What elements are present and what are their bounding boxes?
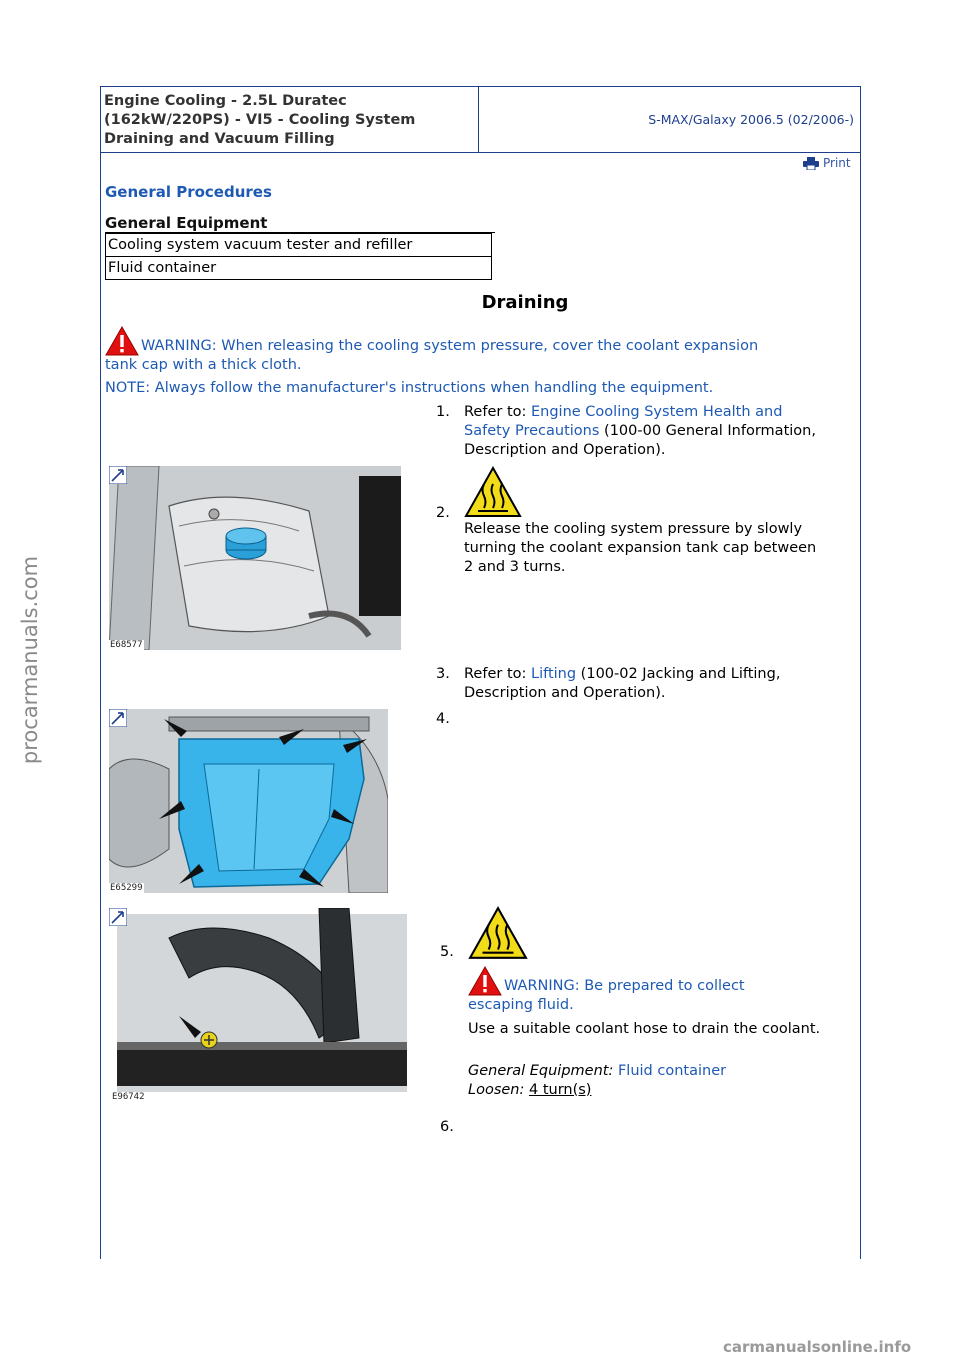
note-text: NOTE: Always follow the manufacturer's instructions when handling the equipment. xyxy=(105,380,714,396)
step-number: 4. xyxy=(436,711,450,727)
side-watermark xyxy=(10,545,50,775)
title-line: Draining and Vacuum Filling xyxy=(104,131,335,147)
zoom-icon[interactable] xyxy=(109,709,127,727)
zoom-icon[interactable] xyxy=(109,908,127,926)
table-cell: Cooling system vacuum tester and refiller xyxy=(106,234,492,257)
step-number: 1. xyxy=(436,404,450,420)
loosen-label: Loosen: xyxy=(468,1082,529,1098)
warning-text: escaping fluid. xyxy=(468,997,574,1013)
loosen-line xyxy=(468,1081,860,1100)
figure-drain-plug xyxy=(109,908,407,1102)
section-title: Draining xyxy=(481,292,569,313)
warning-text: WARNING: Be prepared to collect xyxy=(504,978,745,994)
step-5 xyxy=(440,906,860,1106)
warning-text: tank cap with a thick cloth. xyxy=(105,357,302,373)
step-text: turning the coolant expansion tank cap between xyxy=(464,540,817,556)
print-label: Print xyxy=(823,156,851,170)
document-title xyxy=(100,86,479,152)
step-1 xyxy=(436,403,856,463)
table-cell: Fluid container xyxy=(106,257,492,280)
equipment-label: General Equipment: xyxy=(468,1063,618,1079)
equipment-table xyxy=(105,233,492,280)
general-equipment-heading: General Equipment xyxy=(105,214,268,232)
zoom-icon[interactable] xyxy=(109,466,127,484)
splash-shield-illustration xyxy=(109,709,388,893)
loosen-value: 4 turn(s) xyxy=(528,1082,592,1098)
step-2 xyxy=(436,466,856,586)
vehicle-text: S-MAX/Galaxy 2006.5 (02/2006-) xyxy=(648,111,854,127)
print-button[interactable] xyxy=(803,156,851,170)
figure-label: E65299 xyxy=(110,883,143,893)
figure-splash-shield xyxy=(109,709,388,893)
equipment-line xyxy=(468,1062,860,1081)
warning-notice xyxy=(105,326,850,376)
figure-label: E96742 xyxy=(112,1092,145,1102)
step-text: (100-00 General Information, xyxy=(599,423,816,439)
vehicle-label xyxy=(479,86,860,152)
title-line: (162kW/220PS) - VI5 - Cooling System xyxy=(104,112,416,128)
step-text: Refer to: xyxy=(464,404,531,420)
step-5-warning xyxy=(468,966,860,1015)
footer-watermark: carmanualsonline.info xyxy=(723,1338,912,1356)
step-number: 5. xyxy=(440,944,454,960)
warning-icon xyxy=(468,966,502,996)
step-text: (100-02 Jacking and Lifting, xyxy=(576,666,781,682)
step-text: Refer to: xyxy=(464,666,531,682)
step-text: 2 and 3 turns. xyxy=(464,559,566,575)
expansion-tank-illustration xyxy=(109,466,401,650)
figure-label: E68577 xyxy=(110,640,143,650)
step-number: 6. xyxy=(440,1119,454,1135)
step-text: Release the cooling system pressure by slowly xyxy=(464,521,803,537)
header xyxy=(100,86,860,153)
step-number: 3. xyxy=(436,666,450,682)
step-4 xyxy=(436,710,496,730)
health-safety-link[interactable]: Safety Precautions xyxy=(464,423,600,439)
step-3 xyxy=(436,665,856,705)
warning-icon xyxy=(105,326,139,356)
hot-surface-icon xyxy=(468,906,528,960)
lifting-link[interactable]: Lifting xyxy=(531,666,577,682)
step-text: Description and Operation). xyxy=(464,685,666,701)
figure-expansion-tank xyxy=(109,466,401,650)
watermark-text: procarmanuals.com xyxy=(18,555,42,765)
step-number: 2. xyxy=(436,505,450,521)
health-safety-link[interactable]: Engine Cooling System Health and xyxy=(531,404,783,420)
warning-text: WARNING: When releasing the cooling system pressure, cover the coolant expansion xyxy=(141,337,759,354)
hot-surface-icon xyxy=(464,466,522,518)
table-row xyxy=(106,257,492,280)
step-text: Use a suitable coolant hose to drain the coolant. xyxy=(468,1021,821,1037)
printer-icon xyxy=(803,157,819,170)
table-row xyxy=(106,234,492,257)
step-text: Description and Operation). xyxy=(464,442,666,458)
step-6 xyxy=(440,1118,500,1138)
drain-plug-illustration xyxy=(109,908,407,1102)
title-line: Engine Cooling - 2.5L Duratec xyxy=(104,93,347,109)
fluid-container-link[interactable]: Fluid container xyxy=(617,1063,727,1079)
general-procedures-heading: General Procedures xyxy=(105,183,272,201)
